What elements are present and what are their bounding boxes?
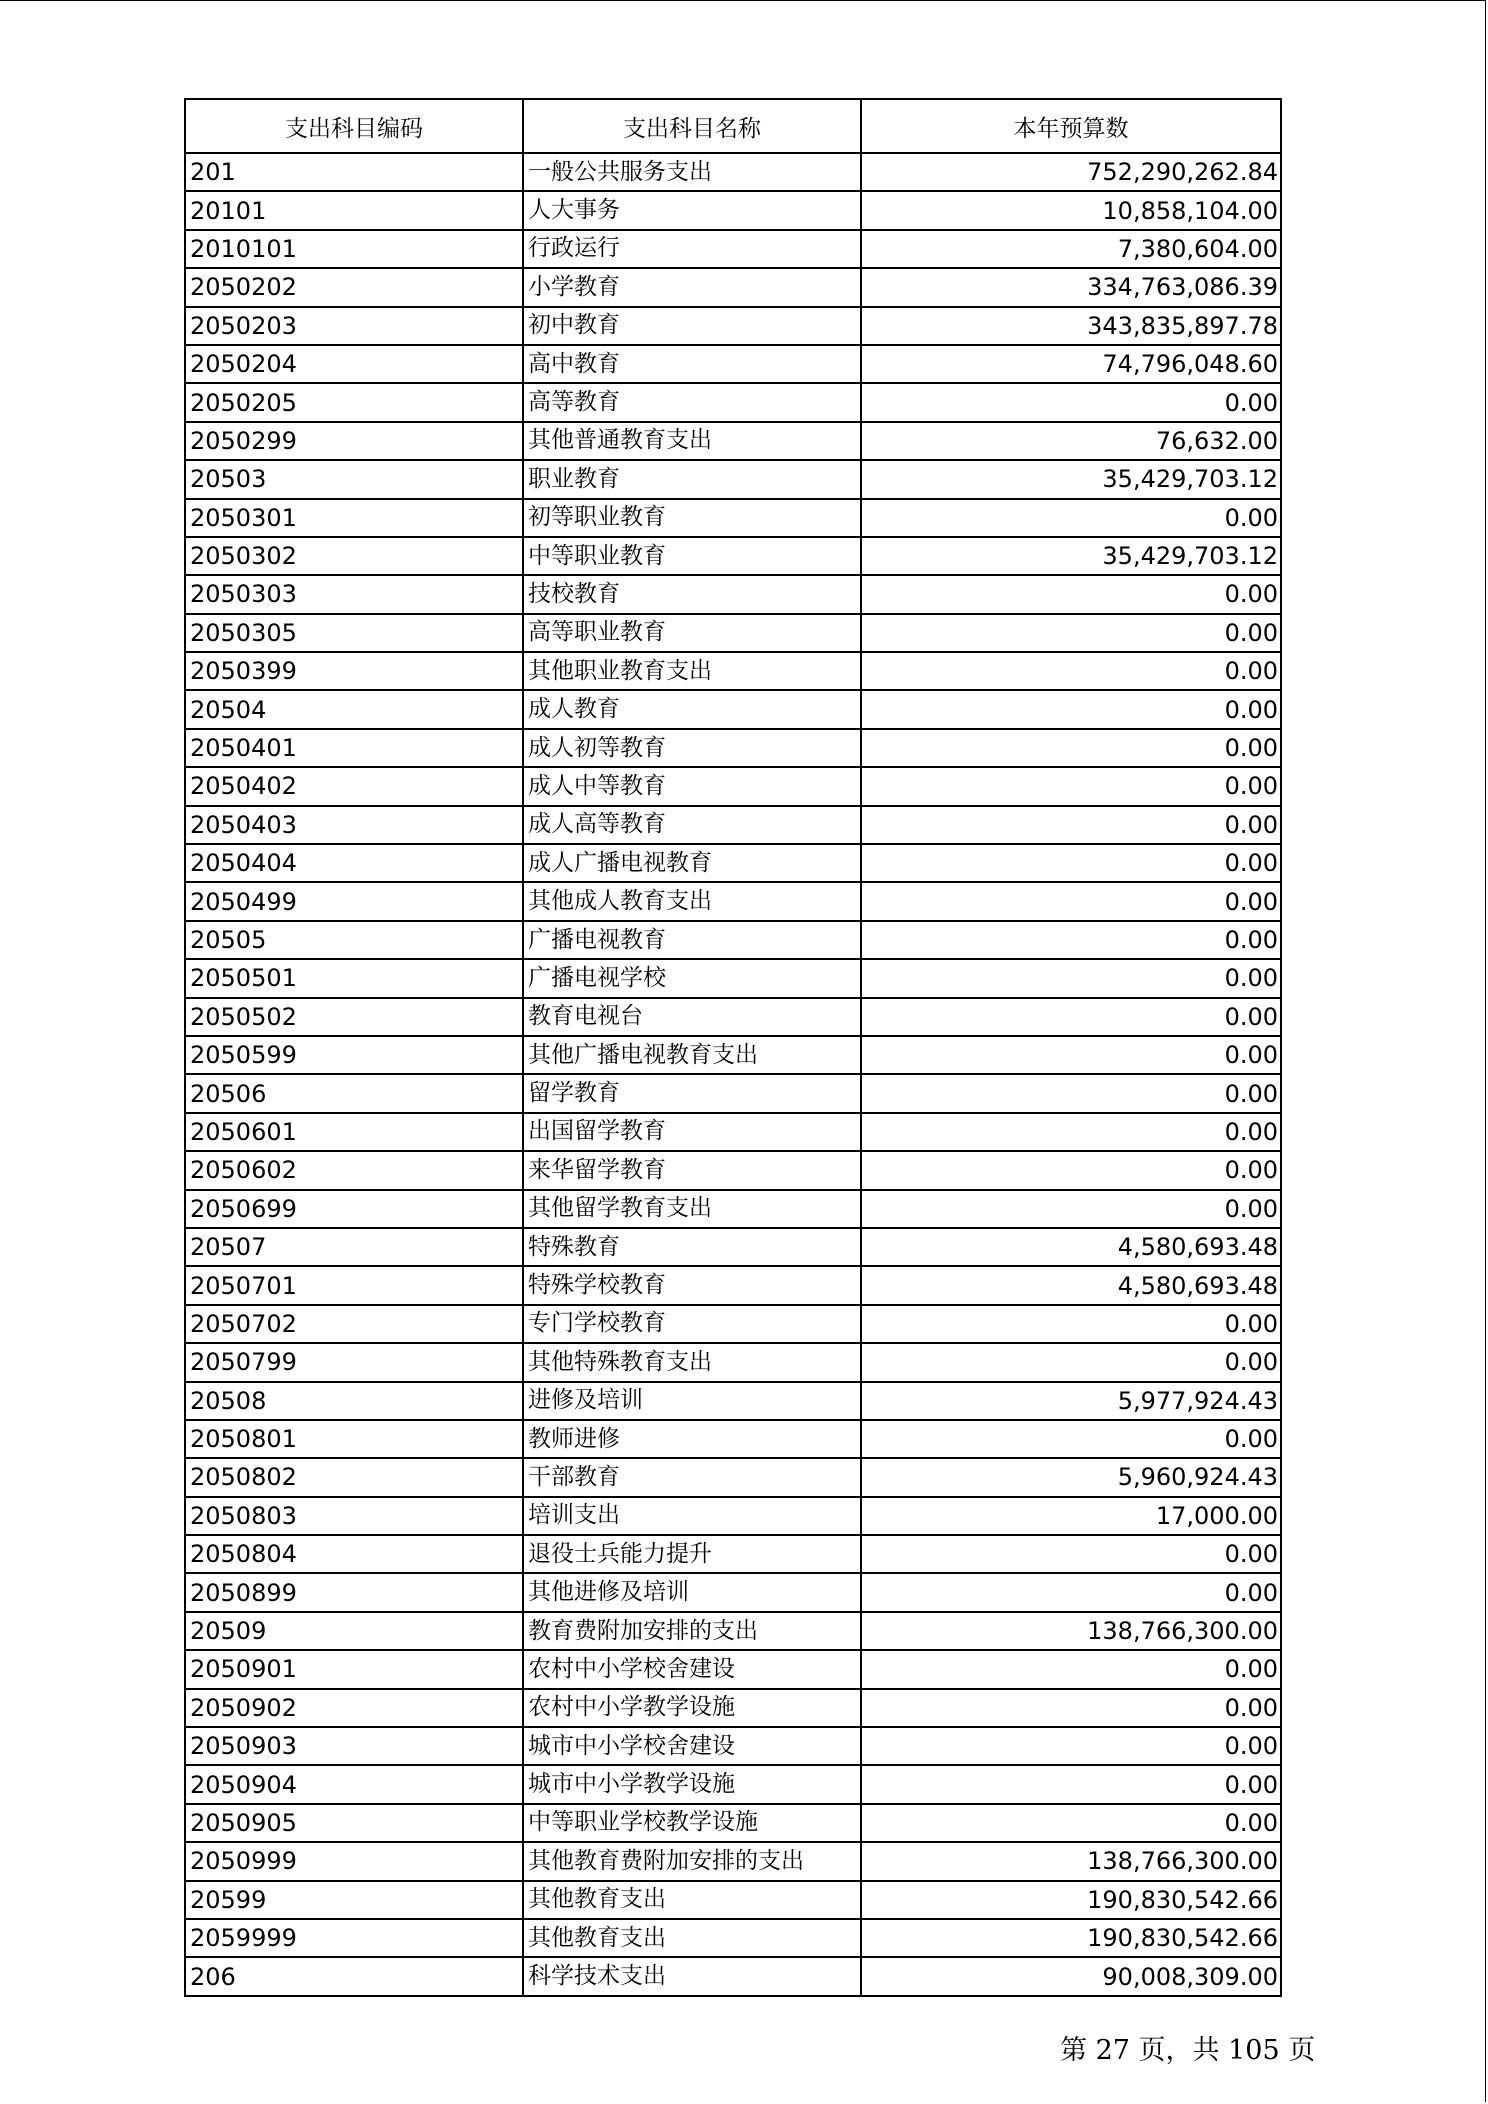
cell-name: 其他成人教育支出 [523, 882, 861, 920]
cell-name: 中等职业学校教学设施 [523, 1804, 861, 1842]
cell-code: 2050804 [185, 1535, 523, 1573]
header-amount: 本年预算数 [861, 99, 1281, 153]
table-row [185, 729, 1281, 767]
cell-code: 2050601 [185, 1113, 523, 1151]
budget-table [184, 98, 1282, 1997]
cell-amount: 0.00 [861, 882, 1281, 920]
cell-code: 2050999 [185, 1842, 523, 1880]
cell-amount: 5,977,924.43 [861, 1382, 1281, 1420]
table-row [185, 921, 1281, 959]
cell-code: 20506 [185, 1074, 523, 1112]
cell-code: 2050902 [185, 1689, 523, 1727]
cell-amount: 76,632.00 [861, 422, 1281, 460]
cell-amount: 0.00 [861, 1765, 1281, 1803]
cell-amount: 0.00 [861, 1305, 1281, 1343]
table-header [185, 99, 1281, 153]
cell-code: 2050302 [185, 537, 523, 575]
table-row [185, 1305, 1281, 1343]
table-row [185, 460, 1281, 498]
cell-code: 206 [185, 1957, 523, 1995]
table-row [185, 1190, 1281, 1228]
cell-amount: 0.00 [861, 383, 1281, 421]
table-row [185, 1266, 1281, 1304]
table-row [185, 1113, 1281, 1151]
cell-name: 成人初等教育 [523, 729, 861, 767]
cell-name: 其他普通教育支出 [523, 422, 861, 460]
table-row [185, 1842, 1281, 1880]
cell-code: 2050305 [185, 614, 523, 652]
table-row [185, 153, 1281, 191]
table-row [185, 1957, 1281, 1995]
table-row [185, 1036, 1281, 1074]
cell-name: 其他教育费附加安排的支出 [523, 1842, 861, 1880]
table-row [185, 1420, 1281, 1458]
cell-name: 初等职业教育 [523, 499, 861, 537]
cell-amount: 5,960,924.43 [861, 1458, 1281, 1496]
cell-name: 进修及培训 [523, 1382, 861, 1420]
table-row [185, 575, 1281, 613]
cell-amount: 0.00 [861, 1804, 1281, 1842]
cell-code: 2050801 [185, 1420, 523, 1458]
cell-code: 2050905 [185, 1804, 523, 1842]
cell-name: 其他职业教育支出 [523, 652, 861, 690]
cell-amount: 334,763,086.39 [861, 268, 1281, 306]
cell-code: 2010101 [185, 230, 523, 268]
cell-amount: 0.00 [861, 1113, 1281, 1151]
cell-code: 20504 [185, 690, 523, 728]
cell-name: 高中教育 [523, 345, 861, 383]
cell-amount: 0.00 [861, 1343, 1281, 1381]
cell-name: 其他教育支出 [523, 1881, 861, 1919]
cell-amount: 0.00 [861, 998, 1281, 1036]
cell-amount: 0.00 [861, 1036, 1281, 1074]
cell-amount: 0.00 [861, 921, 1281, 959]
cell-name: 科学技术支出 [523, 1957, 861, 1995]
table-row [185, 1535, 1281, 1573]
table-row [185, 1765, 1281, 1803]
cell-amount: 0.00 [861, 1420, 1281, 1458]
cell-amount: 90,008,309.00 [861, 1957, 1281, 1995]
cell-name: 广播电视教育 [523, 921, 861, 959]
cell-code: 2050403 [185, 806, 523, 844]
cell-amount: 74,796,048.60 [861, 345, 1281, 383]
table-row [185, 1151, 1281, 1189]
cell-code: 2050299 [185, 422, 523, 460]
cell-code: 2059999 [185, 1919, 523, 1957]
cell-name: 一般公共服务支出 [523, 153, 861, 191]
cell-name: 成人高等教育 [523, 806, 861, 844]
cell-code: 20508 [185, 1382, 523, 1420]
cell-name: 初中教育 [523, 307, 861, 345]
cell-code: 2050599 [185, 1036, 523, 1074]
cell-amount: 0.00 [861, 1074, 1281, 1112]
cell-code: 2050903 [185, 1727, 523, 1765]
cell-name: 职业教育 [523, 460, 861, 498]
cell-name: 其他进修及培训 [523, 1573, 861, 1611]
cell-code: 2050399 [185, 652, 523, 690]
cell-name: 行政运行 [523, 230, 861, 268]
cell-amount: 138,766,300.00 [861, 1612, 1281, 1650]
cell-code: 20503 [185, 460, 523, 498]
cell-amount: 4,580,693.48 [861, 1266, 1281, 1304]
table-row [185, 1458, 1281, 1496]
table-row [185, 1497, 1281, 1535]
table-row [185, 882, 1281, 920]
cell-code: 2050502 [185, 998, 523, 1036]
table-row [185, 307, 1281, 345]
table-row [185, 268, 1281, 306]
cell-amount: 0.00 [861, 1650, 1281, 1688]
cell-name: 农村中小学校舍建设 [523, 1650, 861, 1688]
cell-code: 2050205 [185, 383, 523, 421]
cell-code: 2050303 [185, 575, 523, 613]
cell-name: 其他留学教育支出 [523, 1190, 861, 1228]
table-row [185, 652, 1281, 690]
cell-amount: 0.00 [861, 806, 1281, 844]
table-row [185, 1919, 1281, 1957]
cell-amount: 0.00 [861, 1151, 1281, 1189]
cell-amount: 0.00 [861, 729, 1281, 767]
cell-name: 其他广播电视教育支出 [523, 1036, 861, 1074]
cell-amount: 0.00 [861, 1689, 1281, 1727]
cell-code: 2050904 [185, 1765, 523, 1803]
header-code: 支出科目编码 [185, 99, 523, 153]
cell-code: 2050404 [185, 844, 523, 882]
table-row [185, 230, 1281, 268]
table-row [185, 1804, 1281, 1842]
header-row [185, 99, 1281, 153]
cell-name: 特殊教育 [523, 1228, 861, 1266]
cell-amount: 0.00 [861, 1190, 1281, 1228]
cell-name: 其他教育支出 [523, 1919, 861, 1957]
cell-code: 2050802 [185, 1458, 523, 1496]
table-row [185, 1382, 1281, 1420]
cell-amount: 0.00 [861, 844, 1281, 882]
header-name: 支出科目名称 [523, 99, 861, 153]
table-row [185, 1612, 1281, 1650]
cell-name: 成人中等教育 [523, 767, 861, 805]
table-row [185, 1881, 1281, 1919]
cell-amount: 0.00 [861, 652, 1281, 690]
cell-amount: 190,830,542.66 [861, 1919, 1281, 1957]
cell-name: 高等职业教育 [523, 614, 861, 652]
cell-code: 20599 [185, 1881, 523, 1919]
cell-code: 20509 [185, 1612, 523, 1650]
cell-code: 2050301 [185, 499, 523, 537]
table-row [185, 191, 1281, 229]
table-row [185, 844, 1281, 882]
table-row [185, 690, 1281, 728]
cell-code: 2050702 [185, 1305, 523, 1343]
table-row [185, 1650, 1281, 1688]
cell-code: 20101 [185, 191, 523, 229]
table-row [185, 1343, 1281, 1381]
cell-amount: 0.00 [861, 1535, 1281, 1573]
page-number: 第 27 页，共 105 页 [1060, 2035, 1316, 2066]
cell-amount: 138,766,300.00 [861, 1842, 1281, 1880]
cell-code: 2050701 [185, 1266, 523, 1304]
cell-name: 成人教育 [523, 690, 861, 728]
cell-amount: 7,380,604.00 [861, 230, 1281, 268]
cell-amount: 0.00 [861, 690, 1281, 728]
cell-code: 2050901 [185, 1650, 523, 1688]
cell-code: 2050499 [185, 882, 523, 920]
cell-code: 20507 [185, 1228, 523, 1266]
cell-name: 留学教育 [523, 1074, 861, 1112]
cell-name: 专门学校教育 [523, 1305, 861, 1343]
cell-amount: 35,429,703.12 [861, 537, 1281, 575]
cell-name: 人大事务 [523, 191, 861, 229]
cell-name: 教育费附加安排的支出 [523, 1612, 861, 1650]
table-row [185, 1228, 1281, 1266]
cell-code: 2050699 [185, 1190, 523, 1228]
cell-code: 2050899 [185, 1573, 523, 1611]
cell-code: 2050501 [185, 959, 523, 997]
table-row [185, 1689, 1281, 1727]
cell-amount: 17,000.00 [861, 1497, 1281, 1535]
cell-name: 成人广播电视教育 [523, 844, 861, 882]
cell-code: 2050203 [185, 307, 523, 345]
cell-name: 特殊学校教育 [523, 1266, 861, 1304]
cell-name: 高等教育 [523, 383, 861, 421]
table-row [185, 499, 1281, 537]
table-row [185, 1074, 1281, 1112]
cell-name: 教师进修 [523, 1420, 861, 1458]
cell-amount: 190,830,542.66 [861, 1881, 1281, 1919]
cell-name: 农村中小学教学设施 [523, 1689, 861, 1727]
cell-name: 小学教育 [523, 268, 861, 306]
table-row [185, 614, 1281, 652]
cell-code: 2050799 [185, 1343, 523, 1381]
table-row [185, 806, 1281, 844]
cell-name: 广播电视学校 [523, 959, 861, 997]
cell-name: 其他特殊教育支出 [523, 1343, 861, 1381]
cell-code: 2050803 [185, 1497, 523, 1535]
cell-amount: 752,290,262.84 [861, 153, 1281, 191]
cell-amount: 35,429,703.12 [861, 460, 1281, 498]
cell-amount: 0.00 [861, 614, 1281, 652]
cell-name: 技校教育 [523, 575, 861, 613]
table-row [185, 537, 1281, 575]
cell-amount: 0.00 [861, 959, 1281, 997]
cell-name: 出国留学教育 [523, 1113, 861, 1151]
cell-name: 干部教育 [523, 1458, 861, 1496]
cell-amount: 10,858,104.00 [861, 191, 1281, 229]
cell-code: 2050401 [185, 729, 523, 767]
cell-amount: 4,580,693.48 [861, 1228, 1281, 1266]
table-row [185, 345, 1281, 383]
table-row [185, 1573, 1281, 1611]
cell-code: 2050602 [185, 1151, 523, 1189]
cell-name: 中等职业教育 [523, 537, 861, 575]
cell-amount: 0.00 [861, 499, 1281, 537]
cell-name: 城市中小学教学设施 [523, 1765, 861, 1803]
cell-code: 20505 [185, 921, 523, 959]
cell-code: 2050204 [185, 345, 523, 383]
cell-name: 城市中小学校舍建设 [523, 1727, 861, 1765]
table-row [185, 767, 1281, 805]
table-row [185, 998, 1281, 1036]
cell-amount: 0.00 [861, 1573, 1281, 1611]
cell-amount: 0.00 [861, 1727, 1281, 1765]
cell-amount: 343,835,897.78 [861, 307, 1281, 345]
cell-code: 2050202 [185, 268, 523, 306]
cell-name: 来华留学教育 [523, 1151, 861, 1189]
cell-amount: 0.00 [861, 575, 1281, 613]
cell-name: 教育电视台 [523, 998, 861, 1036]
table-row [185, 383, 1281, 421]
cell-code: 2050402 [185, 767, 523, 805]
cell-code: 201 [185, 153, 523, 191]
table-row [185, 422, 1281, 460]
cell-amount: 0.00 [861, 767, 1281, 805]
cell-name: 退役士兵能力提升 [523, 1535, 861, 1573]
cell-name: 培训支出 [523, 1497, 861, 1535]
table-row [185, 959, 1281, 997]
table-body [185, 153, 1281, 1996]
table-row [185, 1727, 1281, 1765]
